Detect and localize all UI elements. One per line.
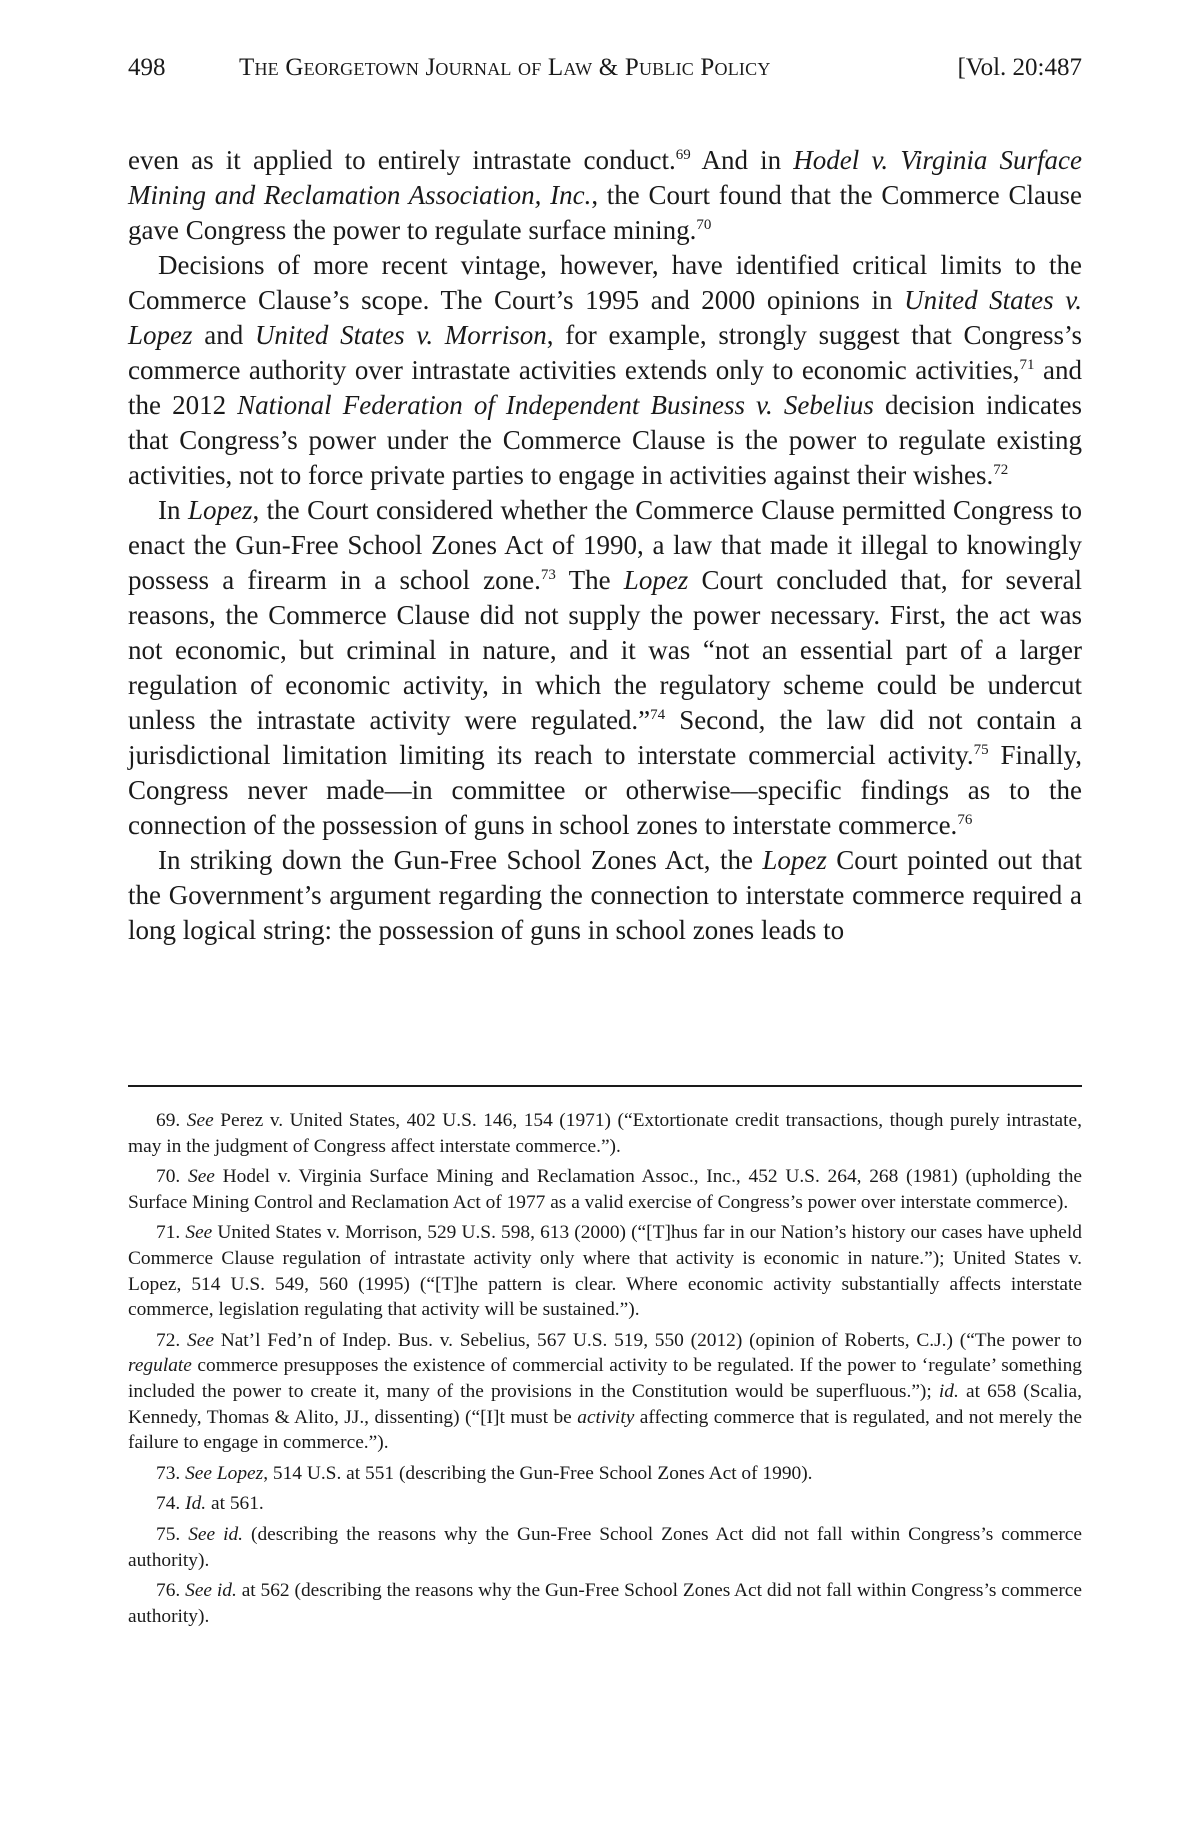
paragraph-1 <box>128 143 1082 248</box>
footnotes <box>128 1108 1082 1634</box>
text-run: , the Court considered whether the Commerce Clause permitted Congress to enact the Gun-Free School Zones Act of 1990, a law that made it illegal to knowingly possess a firearm in a school zone. <box>128 495 1082 595</box>
footnote-number: 71. <box>156 1222 181 1244</box>
citation-signal: See <box>186 1110 214 1131</box>
citation-signal: See <box>188 1166 215 1188</box>
footnote-ref-70[interactable]: 70 <box>696 217 712 233</box>
citation-signal: Id. <box>185 1493 207 1515</box>
footnote-number: 73. <box>156 1462 181 1484</box>
main-text <box>128 143 1082 948</box>
footnote-text: , 514 U.S. at 551 (describing the Gun-Free School Zones Act of 1990). <box>263 1462 813 1484</box>
text-run: In <box>158 495 188 525</box>
text-run: , for example, strongly suggest that Congress’s commerce authority over intrastate activities extends only to economic activities, <box>128 320 1082 385</box>
citation-signal: See id. <box>188 1523 244 1545</box>
text-run: And in <box>690 145 794 175</box>
footnote-text: commerce presupposes the existence of commercial activity to be regulated. If the power to ‘regulate’ something included the power to create it, many of the provisions in the Constitution would be superfluous.”); <box>128 1355 1082 1402</box>
footnote-number: 74. <box>156 1493 181 1515</box>
footnote-text: at 562 (describing the reasons why the Gun-Free School Zones Act did not fall within Congress’s commerce authority). <box>128 1580 1082 1627</box>
footnote-74 <box>128 1491 1082 1517</box>
footnote-text: United States v. Morrison, 529 U.S. 598, 613 (2000) (“[T]hus far in our Nation’s history our cases have upheld Commerce Clause regulation of intrastate activity only where that activity is economic in nature.”); United States v. Lopez, 514 U.S. 549, 560 (1995) (“[T]he pattern is clear. Where economic activity substantially affects interstate commerce, legislation regulating that activity will be sustained.”). <box>128 1222 1082 1321</box>
emphasis: activity <box>577 1406 635 1428</box>
volume-citation: [Vol. 20:487 <box>957 54 1082 81</box>
footnote-ref-76[interactable]: 76 <box>957 812 973 828</box>
footnote-72 <box>128 1328 1082 1456</box>
text-run: even as it applied to entirely intrastate conduct. <box>128 145 676 175</box>
citation-signal: See <box>185 1222 213 1244</box>
page-number: 498 <box>128 54 166 81</box>
footnote-ref-71[interactable]: 71 <box>1019 357 1035 373</box>
case-name: United States v. Morrison <box>254 320 547 350</box>
text-run: The <box>555 565 624 595</box>
footnote-number: 69. <box>156 1110 181 1131</box>
text-run: Court concluded that, for several reasons, the Commerce Clause did not supply the power necessary. First, the act was not economic, but criminal in nature, and it was “not an essential part of a larger regulation of economic activity, in which the regulatory scheme could be undercut unless the intrastate activity were regulated.” <box>128 565 1082 735</box>
emphasis: regulate <box>128 1355 192 1377</box>
case-name: Lopez <box>187 495 253 525</box>
footnote-73 <box>128 1461 1082 1487</box>
footnote-70 <box>128 1164 1082 1215</box>
footnote-text: at 561. <box>206 1493 264 1515</box>
footnote-number: 76. <box>156 1580 181 1602</box>
running-header <box>128 54 1082 94</box>
footnote-text: Hodel v. Virginia Surface Mining and Reclamation Assoc., Inc., 452 U.S. 264, 268 (1981) (upholding the Surface Mining Control and Reclamation Act of 1977 as a valid exercise of Congress’s power over interstate commerce). <box>128 1166 1082 1213</box>
footnote-text: (describing the reasons why the Gun-Free School Zones Act did not fall within Congress’s commerce authority). <box>128 1523 1082 1571</box>
footnote-text: at 658 (Scalia, Kennedy, Thomas & Alito, JJ., dissenting) (“[I]t must be <box>128 1380 1082 1428</box>
footnote-ref-75[interactable]: 75 <box>973 742 989 758</box>
footnote-number: 72. <box>156 1329 181 1351</box>
footnote-ref-72[interactable]: 72 <box>993 462 1009 478</box>
footnote-separator <box>128 1085 1082 1087</box>
journal-title: The Georgetown Journal of Law & Public Policy <box>239 54 771 81</box>
text-run: and the 2012 <box>128 355 1082 420</box>
footnote-ref-69[interactable]: 69 <box>675 147 691 163</box>
citation-signal: See <box>187 1329 214 1351</box>
case-name: Lopez <box>762 845 827 875</box>
footnote-number: 70. <box>156 1166 181 1188</box>
case-name: United States v. Lopez <box>128 285 1082 350</box>
paragraph-2 <box>128 248 1082 493</box>
paragraph-4 <box>128 843 1082 948</box>
text-run: Second, the law did not contain a jurisdictional limitation limiting its reach to interstate commercial activity. <box>128 705 1082 770</box>
case-name: Hodel v. Virginia Surface Mining and Reclamation Association, Inc. <box>128 145 1082 210</box>
citation-signal: See Lopez <box>185 1462 264 1484</box>
case-name: National Federation of Independent Business v. Sebelius <box>237 390 874 420</box>
footnote-76 <box>128 1578 1082 1629</box>
text-run: decision indicates that Congress’s power under the Commerce Clause is the power to regulate existing activities, not to force private parties to engage in activities against their wishes. <box>128 390 1082 490</box>
footnote-71 <box>128 1220 1082 1322</box>
footnote-69 <box>128 1108 1082 1159</box>
citation-signal: See id. <box>185 1580 237 1602</box>
footnote-75 <box>128 1522 1082 1573</box>
text-run: Finally, Congress never made—in committee or otherwise—specific findings as to the connection of the possession of guns in school zones to interstate commerce. <box>128 740 1082 840</box>
text-run: Decisions of more recent vintage, however, have identified critical limits to the Commerce Clause’s scope. The Court’s 1995 and 2000 opinions in <box>128 250 1082 315</box>
footnote-text: affecting commerce that is regulated, and not merely the failure to engage in commerce.”). <box>128 1406 1083 1454</box>
text-run: and <box>192 320 255 350</box>
footnote-ref-73[interactable]: 73 <box>540 567 556 583</box>
footnote-number: 75. <box>156 1523 181 1545</box>
text-run: In striking down the Gun-Free School Zones Act, the <box>158 845 763 875</box>
paragraph-3 <box>128 493 1082 843</box>
footnote-text: Perez v. United States, 402 U.S. 146, 154 (1971) (“Extortionate credit transactions, though purely intrastate, may in the judgment of Congress affect interstate commerce.”). <box>128 1110 1082 1157</box>
case-name: Lopez <box>623 565 689 595</box>
footnote-text: Nat’l Fed’n of Indep. Bus. v. Sebelius, 567 U.S. 519, 550 (2012) (opinion of Roberts, C.J.) (“The power to <box>213 1329 1082 1351</box>
text-run: , the Court found that the Commerce Clause gave Congress the power to regulate surface mining. <box>128 180 1082 245</box>
emphasis: id. <box>938 1380 959 1402</box>
footnote-ref-74[interactable]: 74 <box>650 707 666 723</box>
text-run: Court pointed out that the Government’s argument regarding the connection to interstate commerce required a long logical string: the possession of guns in school zones leads to <box>128 845 1082 945</box>
